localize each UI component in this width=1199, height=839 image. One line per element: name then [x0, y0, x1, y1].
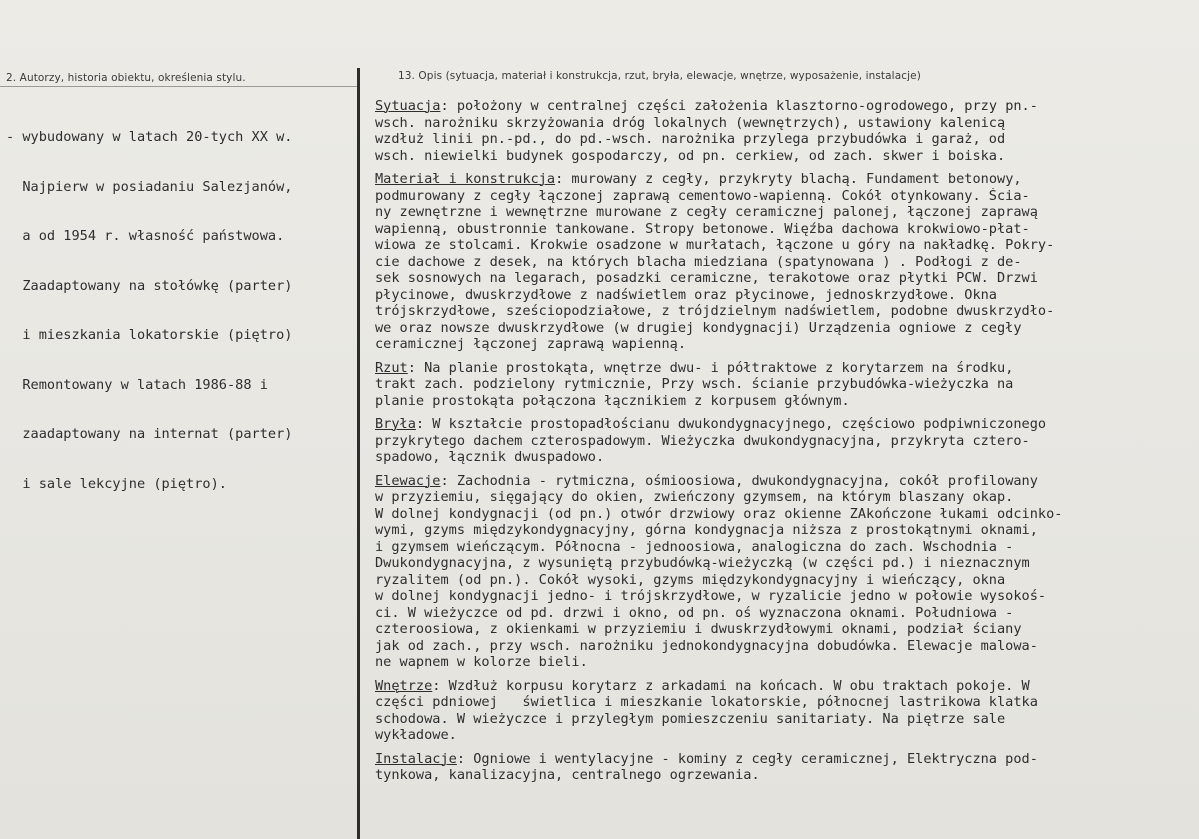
- section-rzut: [375, 360, 1195, 410]
- history-line: zaadaptowany na internat (parter): [6, 426, 293, 442]
- section-label: Sytuacja: [375, 98, 441, 114]
- history-line: Zaadaptowany na stołówkę (parter): [6, 277, 293, 294]
- section-line: tynkowa, kanalizacyjna, centralnego ogrzewania.: [375, 767, 760, 783]
- right-column-header: 13. Opis (sytuacja, materiał i konstrukcja, rzut, bryła, elewacje, wnętrze, wyposażenie, instalacje): [398, 70, 921, 82]
- history-text: [6, 96, 356, 509]
- section-bryla: [375, 416, 1195, 466]
- header-rule: [0, 86, 357, 87]
- section-line: przykrytego dachem czterospadowym. Wieżyczka dwukondygnacyjna, przykryta cztero-: [375, 432, 1030, 449]
- section-sytuacja: [375, 98, 1195, 164]
- section-material: [375, 171, 1195, 353]
- section-line: jak od zach., przy wsch. narożniku jednokondygnacyjna dobudówka. Elewacje malowa-: [375, 637, 1038, 654]
- history-line: Remontowany w latach 1986-88 i: [6, 376, 268, 393]
- section-line: trójskrzydłowe, sześciopodziałowe, z trójdzielnym nadświetlem, podobne dwuskrzydło-: [375, 303, 1055, 319]
- section-line: ceramicznej łączonej zaprawą wapienną.: [375, 336, 686, 352]
- section-line: ryzalitem (od pn.). Cokół wysoki, gzyms międzykondygnacyjny i wieńczący, okna: [375, 571, 1006, 588]
- history-line: i mieszkania lokatorskie (piętro): [6, 327, 293, 343]
- section-line: we oraz nowsze dwuskrzydłowe (w drugiej kondygnacji) Urządzenia ogniowe z cegły: [375, 319, 1022, 336]
- history-line: Najpierw w posiadaniu Salezjanów,: [6, 178, 293, 195]
- section-line: : Wzdłuż korpusu korytarz z arkadami na końcach. W obu traktach pokoje. W: [432, 677, 1030, 694]
- section-label: Rzut: [375, 359, 408, 376]
- section-line: wsch. narożniku skrzyżowania dróg lokalnych (wewnętrzych), ustawiony kalenicą: [375, 114, 1006, 131]
- section-line: schodowa. W wieżyczce i przyległym pomieszczeniu sanitariaty. Na piętrze sale: [375, 710, 1006, 727]
- history-line: - wybudowany w latach 20-tych XX w.: [6, 129, 293, 145]
- section-wnetrze: [375, 678, 1195, 744]
- section-line: czteroosiowa, z okienkami w przyziemiu i dwuskrzydłowymi oknami, podział ściany: [375, 621, 1022, 637]
- section-line: : położony w centralnej części założenia klasztorno-ogrodowego, przy pn.-: [440, 98, 1038, 114]
- history-line: i sale lekcyjne (piętro).: [6, 475, 227, 492]
- history-line: a od 1954 r. własność państwowa.: [6, 228, 285, 244]
- section-line: wzdłuż linii pn.-pd., do pd.-wsch. narożnika przylega przybudówka i garaż, od: [375, 131, 1006, 147]
- section-line: wykładowe.: [375, 727, 457, 743]
- section-line: płycinowe, dwuskrzydłowe z nadświetlem oraz płycinowe, jednoskrzydłowe. Okna: [375, 286, 997, 303]
- description-text: [375, 98, 1195, 791]
- section-line: podmurowany z cegły łączonej zaprawą cementowo-wapienną. Cokół otynkowany. Ścia-: [375, 187, 1030, 204]
- column-divider: [357, 68, 360, 839]
- section-line: : murowany z cegły, przykryty blachą. Fundament betonowy,: [555, 171, 1022, 187]
- section-line: ny zewnętrzne i wewnętrzne murowane z cegły ceramicznej palonej, łączonej zaprawą: [375, 204, 1038, 220]
- section-label: Bryła: [375, 416, 416, 432]
- section-line: wiowa ze stolcami. Krokwie osadzone w murłatach, łączone u góry na nakładkę. Pokry-: [375, 237, 1055, 253]
- section-line: wymi, gzyms międzykondygnacyjny, górna kondygnacja niższa z prostokątnymi oknami,: [375, 522, 1038, 538]
- section-line: cie dachowe z desek, na których blacha miedziana (spatynowana ) . Podłogi z de-: [375, 253, 1022, 270]
- section-line: Dwukondygnacyjna, z wysuniętą przybudówką-wieżyczką (w części pd.) i nieznacznym: [375, 555, 1030, 571]
- section-line: : Zachodnia - rytmiczna, ośmioosiowa, dwukondygnacyjna, cokół profilowany: [440, 472, 1038, 489]
- section-label: Wnętrze: [375, 677, 433, 694]
- section-line: wsch. niewielki budynek gospodarczy, od pn. cerkiew, od zach. skwer i boiska.: [375, 147, 1006, 164]
- section-line: : Ogniowe i wentylacyjne - kominy z cegły ceramicznej, Elektryczna pod-: [456, 750, 1038, 767]
- section-line: w przyziemiu, sięgający do okien, zwieńczony gzymsem, na którym blaszany okap.: [375, 489, 1014, 505]
- left-column-header: 2. Autorzy, historia obiektu, określenia stylu.: [6, 72, 246, 84]
- section-line: ne wapnem w kolorze bieli.: [375, 654, 588, 670]
- section-line: planie prostokąta połączona łącznikiem z korpusem głównym.: [375, 392, 850, 409]
- section-line: i gzymsem wieńczącym. Północna - jednoosiowa, analogiczna do zach. Wschodnia -: [375, 538, 1014, 555]
- section-label: Materiał i konstrukcja: [375, 171, 556, 187]
- section-instalacje: [375, 751, 1195, 784]
- section-line: w dolnej kondygnacji jedno- i trójskrzydłowe, w ryzalicie jedno w połowie wysokoś-: [375, 588, 1047, 604]
- section-line: trakt zach. podzielony rytmicznie, Przy wsch. ścianie przybudówka-wieżyczka na: [375, 376, 1014, 392]
- section-line: spadowo, łącznik dwuspadowo.: [375, 449, 605, 465]
- section-line: : W kształcie prostopadłościanu dwukondygnacyjnego, częściowo podpiwniczonego: [415, 416, 1047, 432]
- section-elewacje: [375, 473, 1195, 671]
- section-line: sek sosnowych na legarach, posadzki ceramiczne, terakotowe oraz płytki PCW. Drzwi: [375, 270, 1038, 286]
- section-label: Elewacje: [375, 472, 441, 489]
- section-line: W dolnej kondygnacji (od pn.) otwór drzwiowy oraz okienne ZAkończone łukami odcinko-: [375, 505, 1063, 522]
- section-line: części pdniowej świetlica i mieszkanie lokatorskie, północnej lastrikowa klatka: [375, 694, 1038, 710]
- section-line: wapienną, obustronnie tankowane. Stropy betonowe. Więźba dachowa krokwiowo-płat-: [375, 220, 1030, 237]
- section-line: : Na planie prostokąta, wnętrze dwu- i półtraktowe z korytarzem na środku,: [407, 359, 1014, 376]
- section-line: ci. W wieżyczce od pd. drzwi i okno, od pn. oś wyznaczona oknami. Południowa -: [375, 604, 1014, 621]
- section-label: Instalacje: [375, 750, 457, 767]
